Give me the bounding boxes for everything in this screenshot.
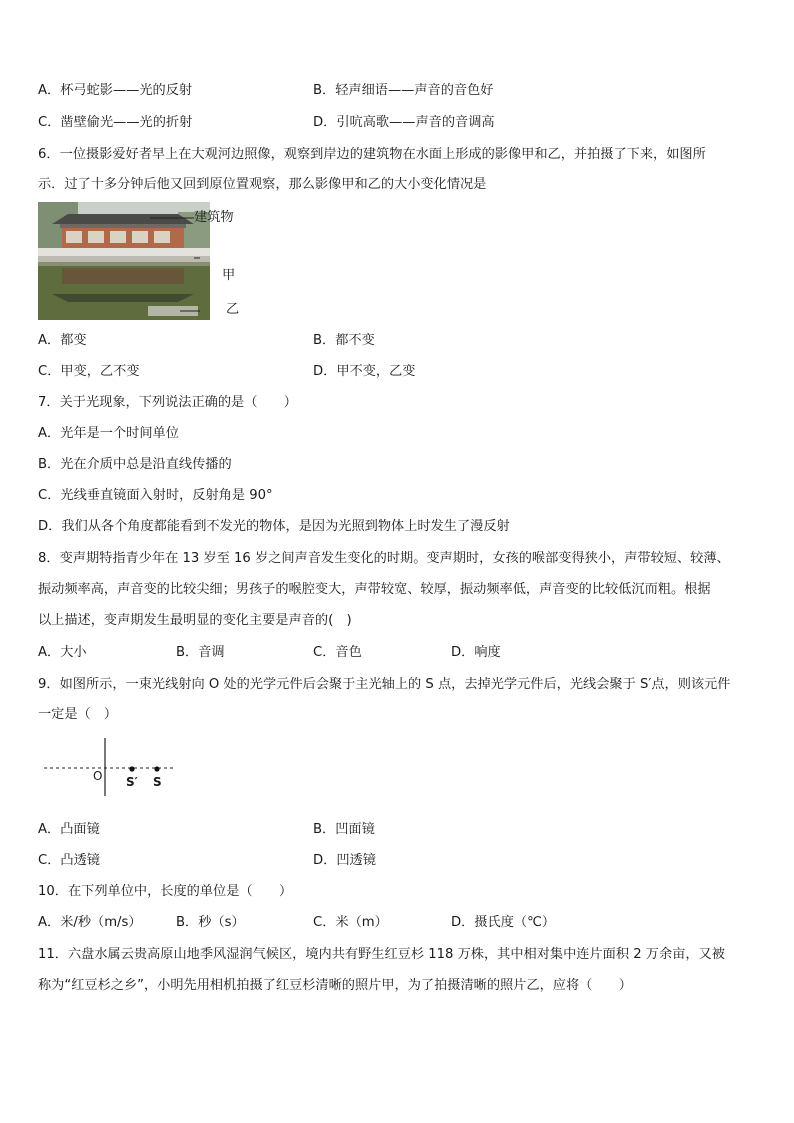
q9-stem-line2: 一定是（ ） (38, 707, 118, 722)
q7-stem: 7．关于光现象，下列说法正确的是（ ） (38, 395, 297, 410)
q10-option-b: B．秒（s） (176, 915, 245, 930)
label-s-prime: S′ (126, 775, 138, 789)
q11-stem-line2: 称为“红豆杉之乡”，小明先用相机拍摄了红豆杉清晰的照片甲，为了拍摄清晰的照片乙，应将（ ） (38, 978, 632, 993)
q6-stem-line1: 6．一位摄影爱好者早上在大观河边照像，观察到岸边的建筑物在水面上形成的影像甲和乙，并拍摄了下来，如图所 (38, 147, 706, 162)
q9-option-d: D．凹透镜 (313, 853, 376, 868)
q6-option-c: C．甲变，乙不变 (38, 364, 140, 379)
label-s: S (153, 775, 162, 789)
q5-option-b: B．轻声细语——声音的音色好 (313, 83, 494, 98)
q7-option-a: A．光年是一个时间单位 (38, 426, 179, 441)
q10-option-a: A．米/秒（m/s） (38, 915, 142, 930)
q8-option-c: C．音色 (313, 645, 362, 660)
q6-stem-line2: 示．过了十多分钟后他又回到原位置观察，那么影像甲和乙的大小变化情况是 (38, 177, 487, 192)
q9-stem-line1: 9．如图所示，一束光线射向 O 处的光学元件后会聚于主光轴上的 S 点，去掉光学元件后，光线会聚于 S′点，则该元件 (38, 677, 731, 692)
q9-option-a: A．凸面镜 (38, 822, 100, 837)
q10-option-c: C．米（m） (313, 915, 388, 930)
q7-option-d: D．我们从各个角度都能看到不发光的物体，是因为光照到物体上时发生了漫反射 (38, 519, 510, 534)
q11-stem-line1: 11．六盘水属云贵高原山地季风湿润气候区，境内共有野生红豆杉 118 万株，其中相对集中连片面积 2 万余亩，又被 (38, 947, 725, 962)
q9-option-b: B．凹面镜 (313, 822, 375, 837)
q9-option-c: C．凸透镜 (38, 853, 100, 868)
q6-option-a: A．都变 (38, 333, 87, 348)
q10-stem: 10．在下列单位中，长度的单位是（ ） (38, 884, 293, 899)
q5-option-d: D．引吭高歌——声音的音调高 (313, 115, 495, 130)
optical-axis-diagram (40, 736, 190, 796)
q10-option-d: D．摄氏度（℃） (451, 915, 556, 930)
label-building: 建筑物 (194, 210, 234, 225)
q8-stem-line2: 振动频率高，声音变的比较尖细；男孩子的喉腔变大，声带较宽、较厚，振动频率低，声音变的比较低沉而粗。根据 (38, 582, 711, 597)
q8-option-d: D．响度 (451, 645, 501, 660)
q8-stem-line1: 8．变声期特指青少年在 13 岁至 16 岁之间声音发生变化的时期。变声期时，女孩的喉部变得狭小，声带较短、较薄、 (38, 551, 730, 566)
photo-leader-lines (150, 214, 200, 314)
q6-option-d: D．甲不变，乙变 (313, 364, 416, 379)
label-yi: 乙 (226, 302, 240, 317)
q8-option-a: A．大小 (38, 645, 87, 660)
q8-option-b: B．音调 (176, 645, 225, 660)
q5-option-a: A．杯弓蛇影——光的反射 (38, 83, 193, 98)
label-o: O (93, 769, 103, 783)
q7-option-b: B．光在介质中总是沿直线传播的 (38, 457, 232, 472)
q8-stem-line3: 以上描述，变声期发生最明显的变化主要是声音的( ) (38, 613, 352, 628)
q7-option-c: C．光线垂直镜面入射时，反射角是 90° (38, 488, 273, 503)
label-jia: 甲 (222, 268, 236, 283)
q5-option-c: C．凿壁偷光——光的折射 (38, 115, 193, 130)
q6-option-b: B．都不变 (313, 333, 375, 348)
